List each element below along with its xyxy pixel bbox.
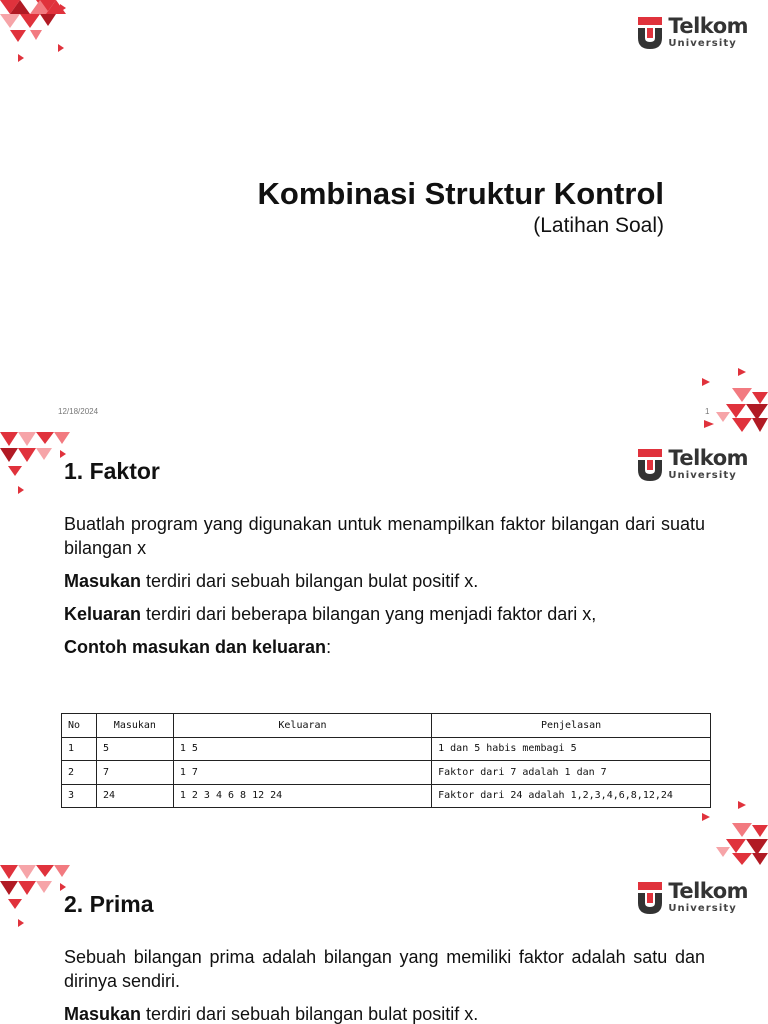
output-text: terdiri dari beberapa bilangan yang menjadi faktor dari x, (141, 604, 597, 624)
slide-title: Kombinasi Struktur Kontrol (257, 176, 664, 211)
table-cell: 5 (96, 737, 173, 761)
table-header-penjelasan: Penjelasan (432, 714, 711, 738)
input-text: terdiri dari sebuah bilangan bulat positif x. (141, 571, 479, 591)
problem-description: Buatlah program yang digunakan untuk menampilkan faktor bilangan dari suatu bilangan x (64, 514, 705, 558)
table-cell: 1 dan 5 habis membagi 5 (432, 737, 711, 761)
section-heading: 2. Prima (64, 891, 154, 917)
table-header-row (62, 714, 711, 738)
example-colon: : (326, 637, 332, 657)
telkom-university-logo (638, 881, 748, 914)
table-row (62, 761, 711, 785)
title-slide (0, 0, 768, 432)
logo-brand-text: Telkom (668, 14, 748, 38)
output-description (64, 602, 705, 626)
table-row (62, 784, 711, 808)
slide-subtitle: (Latihan Soal) (533, 214, 664, 237)
logo-brand-text: Telkom (668, 446, 748, 470)
example-label: Contoh masukan dan keluaran (64, 637, 327, 657)
input-label: Masukan (64, 1004, 142, 1024)
telkom-logo-icon (638, 449, 662, 481)
corner-triangles-decoration (0, 0, 80, 64)
example-table (61, 713, 711, 808)
table-cell: 3 (62, 784, 97, 808)
table-cell: 1 5 (173, 737, 431, 761)
table-cell: Faktor dari 24 adalah 1,2,3,4,6,8,12,24 (432, 784, 711, 808)
logo-sub-text: University (668, 470, 737, 481)
problem-description: Sebuah bilangan prima adalah bilangan yang memiliki faktor adalah satu dan dirinya sendiri. (64, 947, 705, 991)
input-description (64, 569, 705, 593)
corner-triangles-decoration (696, 368, 768, 432)
table-cell: 24 (96, 784, 173, 808)
prima-slide (0, 865, 768, 1024)
table-cell: 1 (62, 737, 97, 761)
input-label: Masukan (64, 571, 142, 591)
table-header-keluaran: Keluaran (173, 714, 431, 738)
footer-page-number: 1 (705, 407, 710, 416)
corner-triangles-decoration (0, 865, 72, 929)
example-caption (64, 635, 705, 659)
table-header-masukan: Masukan (96, 714, 173, 738)
input-description (64, 1002, 705, 1024)
table-cell: 1 7 (173, 761, 431, 785)
telkom-university-logo (638, 448, 748, 481)
table-row (62, 737, 711, 761)
table-cell: 2 (62, 761, 97, 785)
table-cell: 7 (96, 761, 173, 785)
logo-brand-text: Telkom (668, 879, 748, 903)
logo-sub-text: University (668, 38, 737, 49)
input-text: terdiri dari sebuah bilangan bulat positif x. (141, 1004, 479, 1024)
output-label: Keluaran (64, 604, 142, 624)
corner-triangles-decoration (0, 432, 72, 496)
faktor-slide (0, 432, 768, 865)
logo-sub-text: University (668, 903, 737, 914)
telkom-logo-icon (638, 17, 662, 49)
telkom-university-logo (638, 16, 748, 49)
table-header-no: No (62, 714, 97, 738)
telkom-logo-icon (638, 882, 662, 914)
table-cell: 1 2 3 4 6 8 12 24 (173, 784, 431, 808)
table-cell: Faktor dari 7 adalah 1 dan 7 (432, 761, 711, 785)
footer-date: 12/18/2024 (58, 407, 99, 416)
section-heading: 1. Faktor (64, 458, 160, 484)
corner-triangles-decoration (696, 801, 768, 865)
